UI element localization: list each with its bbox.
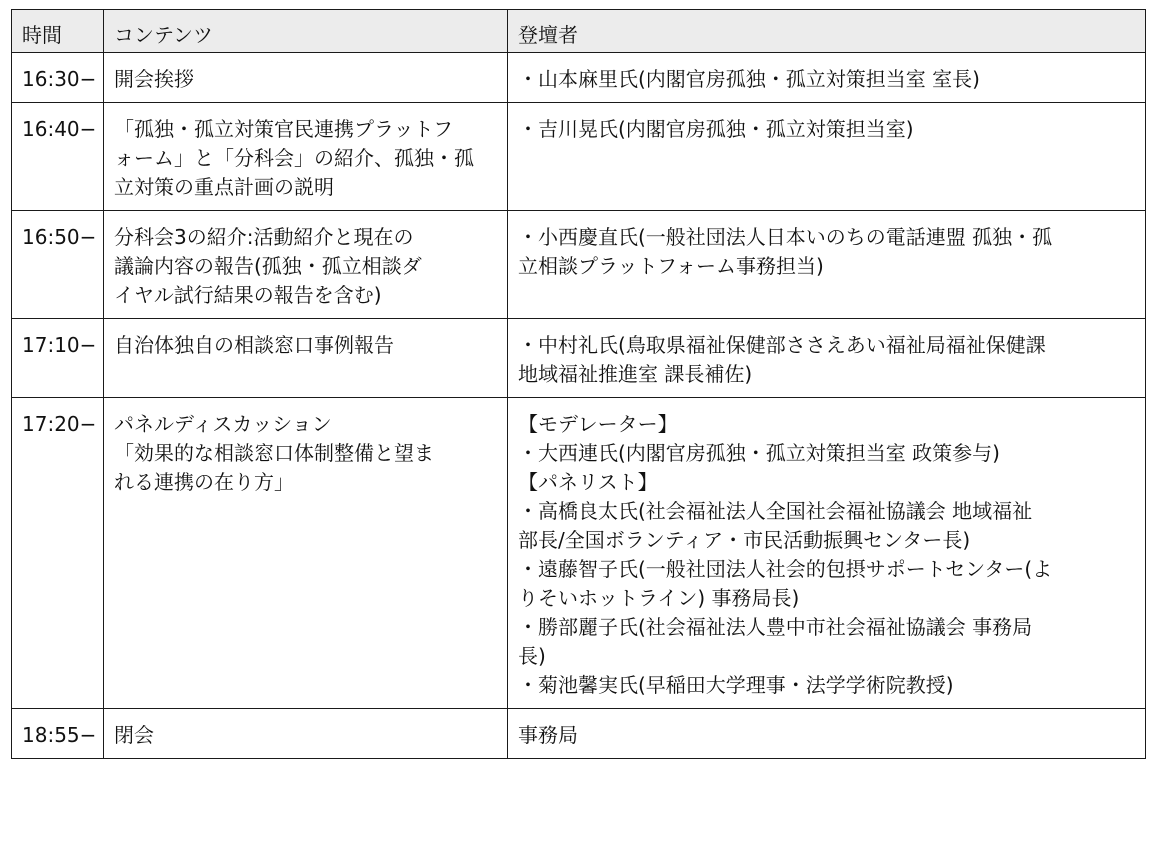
- content-line: 自治体独自の相談窓口事例報告: [114, 333, 394, 357]
- table-row: [12, 211, 1146, 319]
- header-row: [12, 10, 1146, 53]
- content-cell: [104, 398, 508, 709]
- speaker-line: ・菊池馨実氏(早稲田大学理事・法学学術院教授): [518, 673, 954, 697]
- speaker-cell: [508, 319, 1146, 398]
- content-line: 分科会3の紹介:活動紹介と現在の: [114, 225, 414, 249]
- content-line: ォーム」と「分科会」の紹介、孤独・孤: [114, 146, 474, 170]
- speaker-line: ・遠藤智子氏(一般社団法人社会的包摂サポートセンター(よ: [518, 557, 1053, 581]
- content-cell: [104, 103, 508, 211]
- content-cell: [104, 211, 508, 319]
- program-table: [11, 9, 1146, 759]
- content-cell: [104, 53, 508, 103]
- content-line: 議論内容の報告(孤独・孤立相談ダ: [114, 254, 422, 278]
- content-cell: [104, 319, 508, 398]
- content-line: 閉会: [114, 723, 154, 747]
- table-row: [12, 319, 1146, 398]
- header-content: コンテンツ: [104, 10, 508, 53]
- content-line: 開会挨拶: [114, 67, 194, 91]
- table-row: [12, 398, 1146, 709]
- speaker-cell: [508, 103, 1146, 211]
- speaker-cell: [508, 53, 1146, 103]
- speaker-line: ・小西慶直氏(一般社団法人日本いのちの電話連盟 孤独・孤: [518, 225, 1053, 249]
- content-line: パネルディスカッション: [114, 412, 332, 436]
- content-line: れる連携の在り方」: [114, 470, 294, 494]
- speaker-line: ・中村礼氏(鳥取県福祉保健部ささえあい福祉局福祉保健課: [518, 333, 1046, 357]
- speaker-line: 部長/全国ボランティア・市民活動振興センター長): [518, 528, 971, 552]
- speaker-line: ・山本麻里氏(内閣官房孤独・孤立対策担当室 室長): [518, 67, 980, 91]
- speaker-line: 長): [518, 644, 546, 668]
- speaker-line: ・吉川晃氏(内閣官房孤独・孤立対策担当室): [518, 117, 914, 141]
- time-cell: 18:55−: [12, 709, 104, 759]
- table-row: [12, 103, 1146, 211]
- speaker-line: 事務局: [518, 723, 578, 747]
- content-line: 「効果的な相談窓口体制整備と望ま: [114, 441, 434, 465]
- time-cell: 16:50−: [12, 211, 104, 319]
- speaker-line: 地域福祉推進室 課長補佐): [518, 362, 753, 386]
- header-time: 時間: [12, 10, 104, 53]
- time-cell: 17:20−: [12, 398, 104, 709]
- content-cell: [104, 709, 508, 759]
- speaker-line: ・勝部麗子氏(社会福祉法人豊中市社会福祉協議会 事務局: [518, 615, 1033, 639]
- content-line: イヤル試行結果の報告を含む): [114, 283, 382, 307]
- time-cell: 17:10−: [12, 319, 104, 398]
- table-row: [12, 709, 1146, 759]
- speaker-line: ・高橋良太氏(社会福祉法人全国社会福祉協議会 地域福祉: [518, 499, 1033, 523]
- panelist-heading: 【パネリスト】: [518, 470, 658, 494]
- time-cell: 16:30−: [12, 53, 104, 103]
- moderator-heading: 【モデレーター】: [518, 412, 678, 436]
- speaker-cell: [508, 398, 1146, 709]
- speaker-line: 立相談プラットフォーム事務担当): [518, 254, 824, 278]
- time-cell: 16:40−: [12, 103, 104, 211]
- table-row: [12, 53, 1146, 103]
- speaker-line: りそいホットライン) 事務局長): [518, 586, 800, 610]
- speaker-line: ・大西連氏(内閣官房孤独・孤立対策担当室 政策参与): [518, 441, 1000, 465]
- speaker-cell: [508, 211, 1146, 319]
- header-speaker: 登壇者: [508, 10, 1146, 53]
- speaker-cell: [508, 709, 1146, 759]
- content-line: 「孤独・孤立対策官民連携プラットフ: [114, 117, 453, 141]
- content-line: 立対策の重点計画の説明: [114, 175, 334, 199]
